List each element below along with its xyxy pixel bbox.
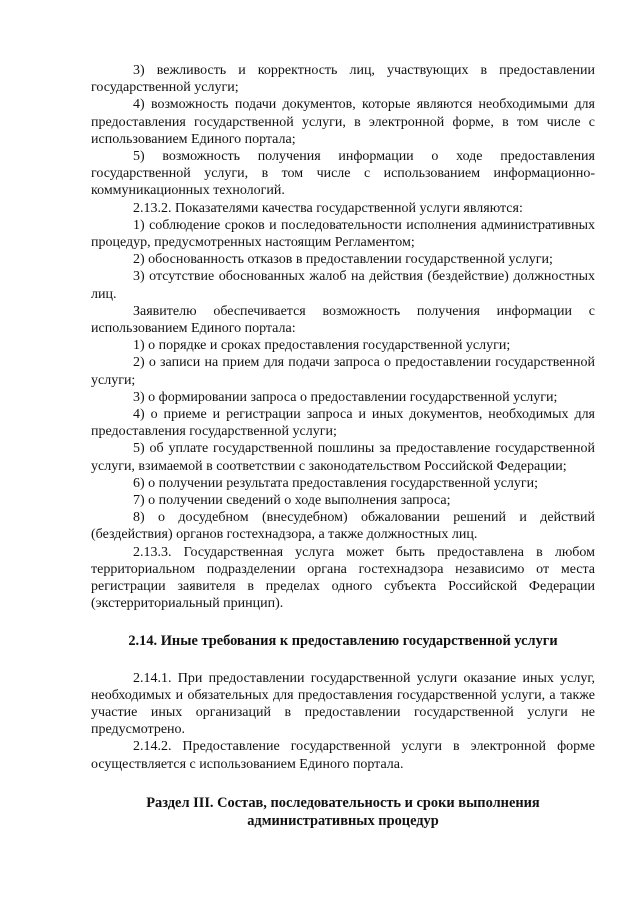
paragraph-2-13-3: 2.13.3. Государственная услуга может быть предоставлена в любом территориальном подразделении органа гостехнадзора независимо от места регистрации заявителя в пределах одного субъекта Российской Федерации (экстерриториальный принцип).: [91, 544, 595, 612]
document-page: [91, 62, 595, 830]
paragraph-block-b: [91, 670, 595, 773]
paragraph-deadlines: 1) соблюдение сроков и последовательности исполнения административных процедур, предусмотренных настоящим Регламентом;: [91, 217, 595, 251]
paragraph-complaints: 3) отсутствие обоснованных жалоб на действия (бездействие) должностных лиц.: [91, 269, 595, 302]
section-heading-2-14: 2.14. Иные требования к предоставлению государственной услуги: [128, 632, 558, 649]
paragraph-courtesy: 3) вежливость и корректность лиц, участвующих в предоставлении государственной услуги;: [91, 63, 595, 96]
list-item-registration: 4) о приеме и регистрации запроса и иных документов, необходимых для предоставления государственной услуги;: [91, 407, 595, 440]
list-item-procedure: 1) о порядке и сроках предоставления государственной услуги;: [133, 338, 511, 354]
section-heading-3-line2: административных процедур: [247, 812, 439, 829]
paragraph-applicant-info: Заявителю обеспечивается возможность получения информации с использованием Единого портала:: [91, 303, 595, 337]
list-item-appointment: 2) о записи на прием для подачи запроса о предоставлении государственной услуги;: [91, 355, 595, 388]
list-item-result: 6) о получении результата предоставления государственной услуги;: [133, 475, 539, 491]
paragraph-block-a: [91, 62, 595, 613]
list-item-status: 7) о получении сведений о ходе выполнения запроса;: [133, 493, 451, 509]
paragraph-electronic-submission: 4) возможность подачи документов, которые являются необходимыми для предоставления государственной услуги, в электронной форме, в том числе с использованием Единого портала;: [91, 97, 595, 147]
paragraph-refusals: 2) обоснованность отказов в предоставлении государственной услуги;: [133, 252, 553, 268]
paragraph-2-14-2: 2.14.2. Предоставление государственной услуги в электронной форме осуществляется с использованием Единого портала.: [91, 739, 595, 772]
paragraph-progress-info: 5) возможность получения информации о ходе предоставления государственной услуги, в том числе с использованием информационно-коммуникационных технологий.: [91, 149, 595, 199]
paragraph-2-13-2: 2.13.2. Показателями качества государственной услуги являются:: [133, 200, 523, 216]
list-item-appeal: 8) о досудебном (внесудебном) обжаловании решений и действий (бездействия) органов гостехнадзора, а также должностных лиц.: [91, 510, 595, 543]
list-item-fee: 5) об уплате государственной пошлины за предоставление государственной услуги, взимаемой в соответствии с законодательством Российской Федерации;: [91, 441, 595, 474]
section-heading-3: [91, 794, 595, 830]
section-heading-3-line1: Раздел III. Состав, последовательность и сроки выполнения: [146, 794, 540, 811]
list-item-request-form: 3) о формировании запроса о предоставлении государственной услуги;: [133, 389, 558, 405]
paragraph-2-14-1: 2.14.1. При предоставлении государственной услуги оказание иных услуг, необходимых и обязательных для предоставления государственной услуги, а также участие иных организаций в предоставлении государственной услуги не предусмотрено.: [91, 670, 595, 738]
